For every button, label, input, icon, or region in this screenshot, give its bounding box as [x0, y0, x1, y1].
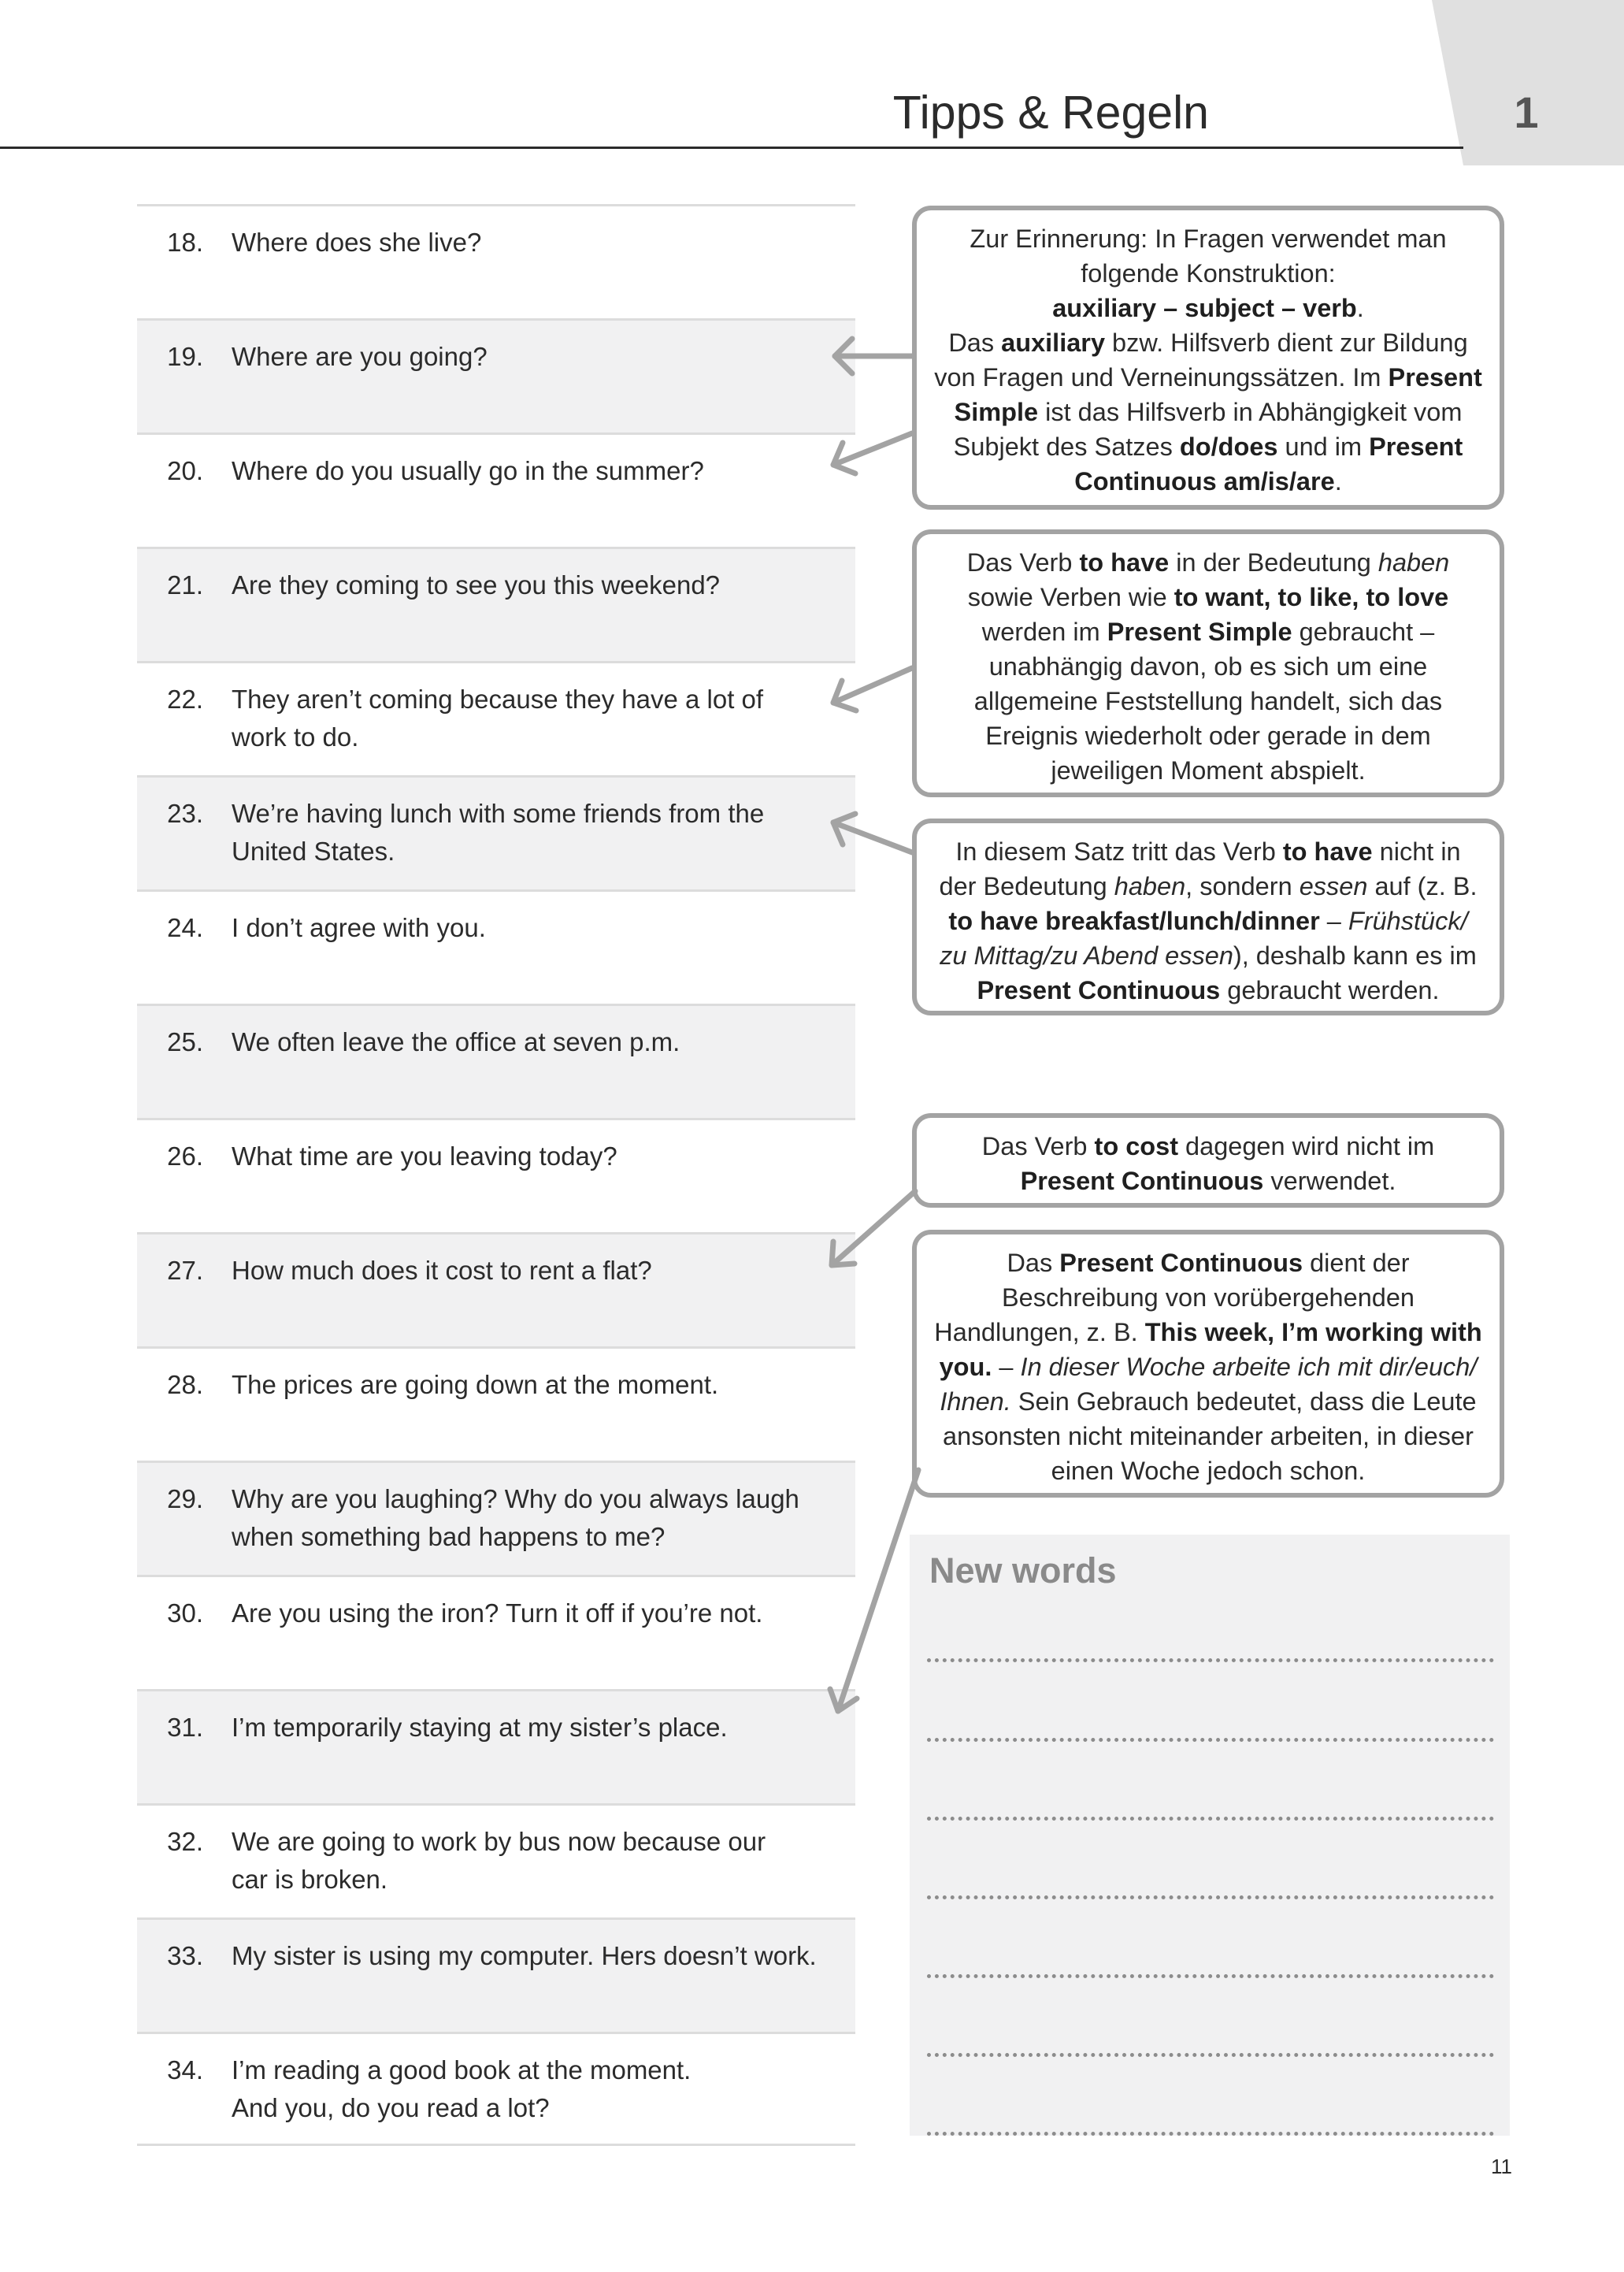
- page-title: Tipps & Regeln: [892, 87, 1209, 139]
- tip-italic-text: haben: [1377, 548, 1450, 577]
- tip-italic-text: In dieser Woche arbeite ich mit dir/euch/ Ihnen.: [940, 1353, 1478, 1416]
- exercise-number: 26.: [167, 1142, 203, 1171]
- tip-text: auf (z. B.: [1374, 872, 1478, 900]
- exercise-sentence: The prices are going down at the moment.: [232, 1370, 719, 1399]
- write-line[interactable]: [927, 1817, 1494, 1821]
- exercise-sentence: My sister is using my computer. Hers doesn’t work.: [232, 1941, 817, 1970]
- exercise-number: 20.: [167, 456, 203, 485]
- exercise-number: 19.: [167, 342, 203, 371]
- tip-text: bzw. Hilfsverb dient zur Bildung von Fragen und Verneinungssätzen. Im: [934, 329, 1468, 392]
- tip-text: Sein Gebrauch bedeutet, dass die Leute ansonsten nicht miteinander arbeiten, in dieser einen Woche jedoch schon.: [943, 1387, 1477, 1485]
- exercise-sentence: Where does she live?: [232, 228, 482, 257]
- page-number: 11: [1491, 2155, 1512, 2178]
- exercise-number: 29.: [167, 1484, 203, 1513]
- exercise-number: 31.: [167, 1713, 203, 1742]
- exercise-sentence: How much does it cost to rent a flat?: [232, 1256, 652, 1285]
- tip-italic-text: essen: [1299, 872, 1368, 900]
- exercise-sentence: Where are you going?: [232, 342, 488, 371]
- tip-text: –: [992, 1353, 1021, 1381]
- exercise-sentence: I’m temporarily staying at my sister’s place.: [232, 1713, 728, 1742]
- tip-bold-text: Present Simple: [954, 363, 1482, 426]
- tip-bold-text: auxiliary: [1001, 329, 1106, 357]
- tip-text: Zur Erinnerung: In Fragen verwendet man folgende Konstruktion:: [970, 225, 1447, 288]
- tip-text: dient der Beschreibung von vorübergehenden Handlungen, z. B.: [934, 1249, 1415, 1346]
- new-words-panel: [910, 1535, 1510, 2136]
- tip-bold-text: to want, to like, to love: [1174, 583, 1449, 611]
- exercise-sentence: Where do you usually go in the summer?: [232, 456, 704, 485]
- exercise-number: 32.: [167, 1827, 203, 1856]
- arrow-to-31: [830, 1470, 918, 1711]
- tip-text: .: [1334, 467, 1342, 496]
- tip-text: –: [1319, 907, 1348, 935]
- exercise-number: 30.: [167, 1598, 203, 1628]
- tip-text: Das Verb: [966, 548, 1080, 577]
- write-line[interactable]: [927, 2132, 1494, 2136]
- exercise-sentence: We often leave the office at seven p.m.: [232, 1027, 680, 1056]
- arrow-to-20: [833, 433, 912, 473]
- tip-bold-text: Present Continuous: [1059, 1249, 1303, 1277]
- tip-bold-text: This week, I’m working with you.: [939, 1318, 1482, 1381]
- tip-italic-text: Frühstück/ zu Mittag/zu Abend essen: [940, 907, 1468, 970]
- tip-bold-text: to have: [1079, 548, 1170, 577]
- exercise-sentence: We are going to work by bus now because our car is broken.: [232, 1827, 766, 1894]
- tip-text: werden im: [981, 618, 1100, 646]
- tip-text: In diesem Satz tritt das Verb: [955, 837, 1283, 866]
- tip-bold-text: to have breakfast/lunch/dinner: [948, 907, 1320, 935]
- arrow-to-22: [833, 668, 912, 711]
- exercise-sentence: I’m reading a good book at the moment. And you, do you read a lot?: [232, 2055, 691, 2122]
- chapter-number: 1: [1514, 87, 1539, 137]
- exercise-sentence: We’re having lunch with some friends from the United States.: [232, 799, 765, 866]
- tip-bold-text: Present Continuous am/is/are: [1074, 432, 1463, 496]
- exercise-number: 18.: [167, 228, 203, 257]
- exercise-sentence: Why are you laughing? Why do you always laugh when something bad happens to me?: [232, 1484, 799, 1551]
- tip-bold-text: to have: [1282, 837, 1373, 866]
- exercise-number: 23.: [167, 799, 203, 828]
- tip-text: Das: [1007, 1249, 1060, 1277]
- exercise-number: 21.: [167, 570, 203, 600]
- tip-text: verwendet.: [1263, 1167, 1396, 1195]
- exercise-sentence: Are they coming to see you this weekend?: [232, 570, 721, 600]
- exercise-number: 24.: [167, 913, 203, 942]
- write-line[interactable]: [927, 2053, 1494, 2057]
- arrow-to-27: [832, 1191, 915, 1265]
- tip-text: gebraucht – unabhängig davon, ob es sich um eine allgemeine Feststellung handelt, sich das Ereignis wiederholt oder gerade in dem jeweiligen Moment abspielt.: [973, 618, 1443, 785]
- tip-bold-text: auxiliary – subject – verb: [1052, 294, 1357, 322]
- tip-text: nicht in der Bedeutung: [939, 837, 1461, 900]
- tip-text: . Das: [948, 294, 1364, 357]
- tip-text: ist das Hilfsverb in Abhängigkeit vom Subjekt des Satzes: [953, 398, 1463, 461]
- exercise-sentence: Are you using the iron? Turn it off if you’re not.: [232, 1598, 763, 1628]
- arrow-to-23: [833, 814, 912, 852]
- exercise-number: 22.: [167, 685, 203, 714]
- tip-bold-text: to cost: [1094, 1132, 1179, 1160]
- tip-bold-text: Present Continuous: [977, 976, 1221, 1004]
- tip-text: , sondern: [1185, 872, 1300, 900]
- exercise-number: 28.: [167, 1370, 203, 1399]
- write-line[interactable]: [927, 1658, 1494, 1662]
- tip-text: dagegen wird nicht im: [1185, 1132, 1435, 1160]
- exercise-sentence: They aren’t coming because they have a lot of work to do.: [232, 685, 764, 752]
- tip-text: und im: [1277, 432, 1370, 461]
- exercise-number: 25.: [167, 1027, 203, 1056]
- tip-text: Das Verb: [981, 1132, 1095, 1160]
- exercise-number: 34.: [167, 2055, 203, 2085]
- tip-text: gebraucht werden.: [1220, 976, 1440, 1004]
- exercise-number: 27.: [167, 1256, 203, 1285]
- new-words-title: New words: [929, 1550, 1117, 1591]
- write-line[interactable]: [927, 1895, 1494, 1899]
- write-line[interactable]: [927, 1738, 1494, 1742]
- tip-text: ), deshalb kann es im: [1233, 941, 1477, 970]
- exercise-sentence: I don’t agree with you.: [232, 913, 486, 942]
- exercise-sentence: What time are you leaving today?: [232, 1142, 617, 1171]
- tip-text: sowie Verben wie: [967, 583, 1167, 611]
- tip-italic-text: haben: [1114, 872, 1186, 900]
- arrow-to-19: [835, 339, 912, 373]
- tip-bold-text: Present Continuous: [1020, 1167, 1264, 1195]
- exercise-number: 33.: [167, 1941, 203, 1970]
- tip-bold-text: do/does: [1179, 432, 1278, 461]
- tip-bold-text: Present Simple: [1107, 618, 1292, 646]
- tip-text: in der Bedeutung: [1169, 548, 1378, 577]
- write-line[interactable]: [927, 1974, 1494, 1978]
